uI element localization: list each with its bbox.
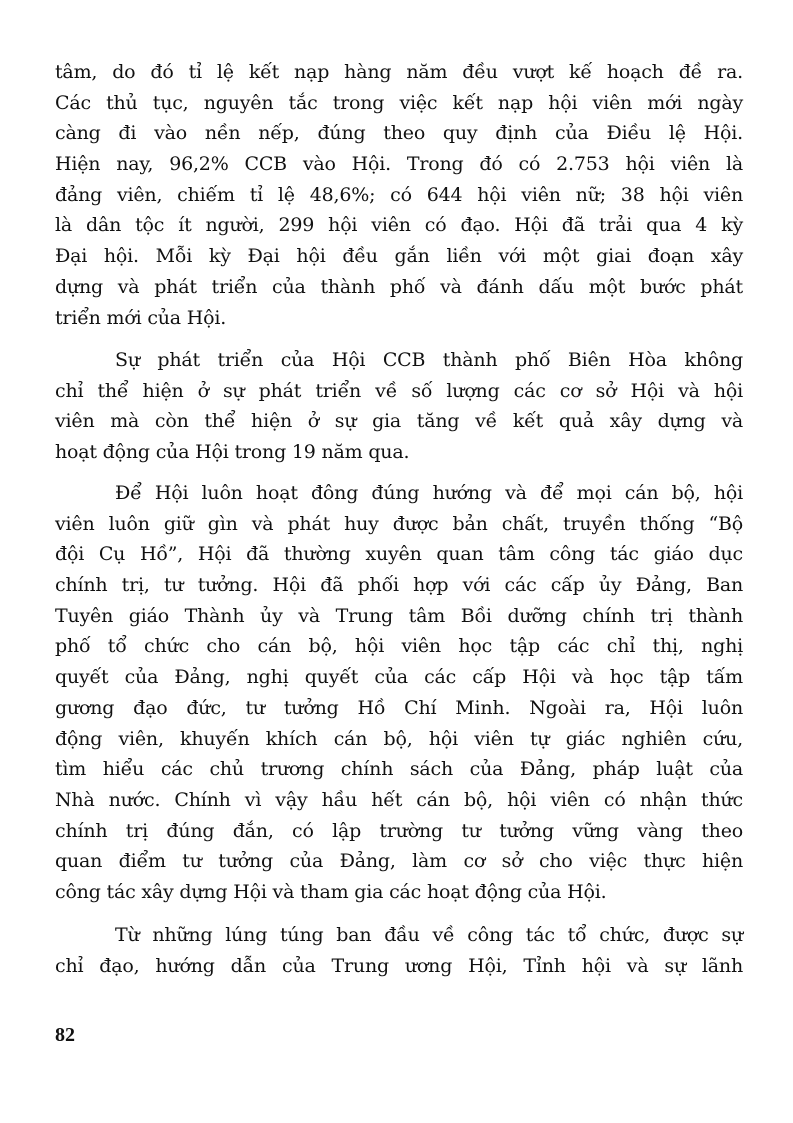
text-line: tâm, do đó tỉ lệ kết nạp hàng năm đều vượt kế hoạch đề ra.: [55, 61, 743, 83]
paragraph-3: [55, 478, 743, 908]
text-line: Nhà nước. Chính vì vậy hầu hết cán bộ, hội viên có nhận thức: [55, 788, 743, 811]
text-line: viên luôn giữ gìn và phát huy được bản chất, truyền thống “Bộ: [55, 512, 743, 535]
text-line: quan điểm tư tưởng của Đảng, làm cơ sở cho việc thực hiện: [55, 850, 743, 873]
page-number: 82: [55, 1024, 75, 1046]
text-line: Từ những lúng túng ban đầu về công tác tổ chức, được sự: [115, 924, 743, 946]
text-line: Hiện nay, 96,2% CCB vào Hội. Trong đó có 2.753 hội viên là: [55, 153, 743, 176]
text-line: quyết của Đảng, nghị quyết của các cấp Hội và học tập tấm: [55, 666, 743, 689]
text-line: gương đạo đức, tư tưởng Hồ Chí Minh. Ngoài ra, Hội luôn: [55, 696, 743, 719]
text-line: Đại hội. Mỗi kỳ Đại hội đều gắn liền với một giai đoạn xây: [55, 245, 743, 268]
text-line: tìm hiểu các chủ trương chính sách của Đảng, pháp luật của: [55, 758, 743, 781]
text-line: Để Hội luôn hoạt đông đúng hướng và để mọi cán bộ, hội: [115, 482, 743, 504]
text-line: là dân tộc ít người, 299 hội viên có đạo. Hội đã trải qua 4 kỳ: [55, 214, 743, 237]
text-line: công tác xây dựng Hội và tham gia các hoạt động của Hội.: [55, 880, 607, 903]
paragraph-2: [55, 345, 743, 468]
text-line: viên mà còn thể hiện ở sự gia tăng về kết quả xây dựng và: [55, 410, 743, 433]
text-line: đảng viên, chiếm tỉ lệ 48,6%; có 644 hội viên nữ; 38 hội viên: [55, 183, 743, 206]
text-line: càng đi vào nền nếp, đúng theo quy định của Điều lệ Hội.: [55, 122, 743, 145]
text-line: Các thủ tục, nguyên tắc trong việc kết nạp hội viên mới ngày: [55, 91, 743, 114]
paragraph-1: [55, 57, 743, 333]
text-line: hoạt động của Hội trong 19 năm qua.: [55, 441, 410, 464]
text-line: triển mới của Hội.: [55, 306, 227, 329]
paragraph-4: [55, 920, 743, 981]
text-line: chỉ thể hiện ở sự phát triển về số lượng các cơ sở Hội và hội: [55, 379, 743, 402]
text-line: chính trị, tư tưởng. Hội đã phối hợp với các cấp ủy Đảng, Ban: [55, 574, 743, 597]
text-line: Sự phát triển của Hội CCB thành phố Biên Hòa không: [115, 349, 743, 371]
text-line: dựng và phát triển của thành phố và đánh dấu một bước phát: [55, 275, 743, 298]
text-line: đội Cụ Hồ”, Hội đã thường xuyên quan tâm công tác giáo dục: [55, 543, 743, 566]
text-line: Tuyên giáo Thành ủy và Trung tâm Bồi dưỡng chính trị thành: [55, 604, 743, 627]
text-line: phố tổ chức cho cán bộ, hội viên học tập các chỉ thị, nghị: [55, 635, 743, 658]
text-line: động viên, khuyến khích cán bộ, hội viên tự giác nghiên cứu,: [55, 727, 743, 750]
text-line: chính trị đúng đắn, có lập trường tư tưởng vững vàng theo: [55, 819, 743, 842]
text-line: chỉ đạo, hướng dẫn của Trung ương Hội, Tỉnh hội và sự lãnh: [55, 954, 743, 977]
